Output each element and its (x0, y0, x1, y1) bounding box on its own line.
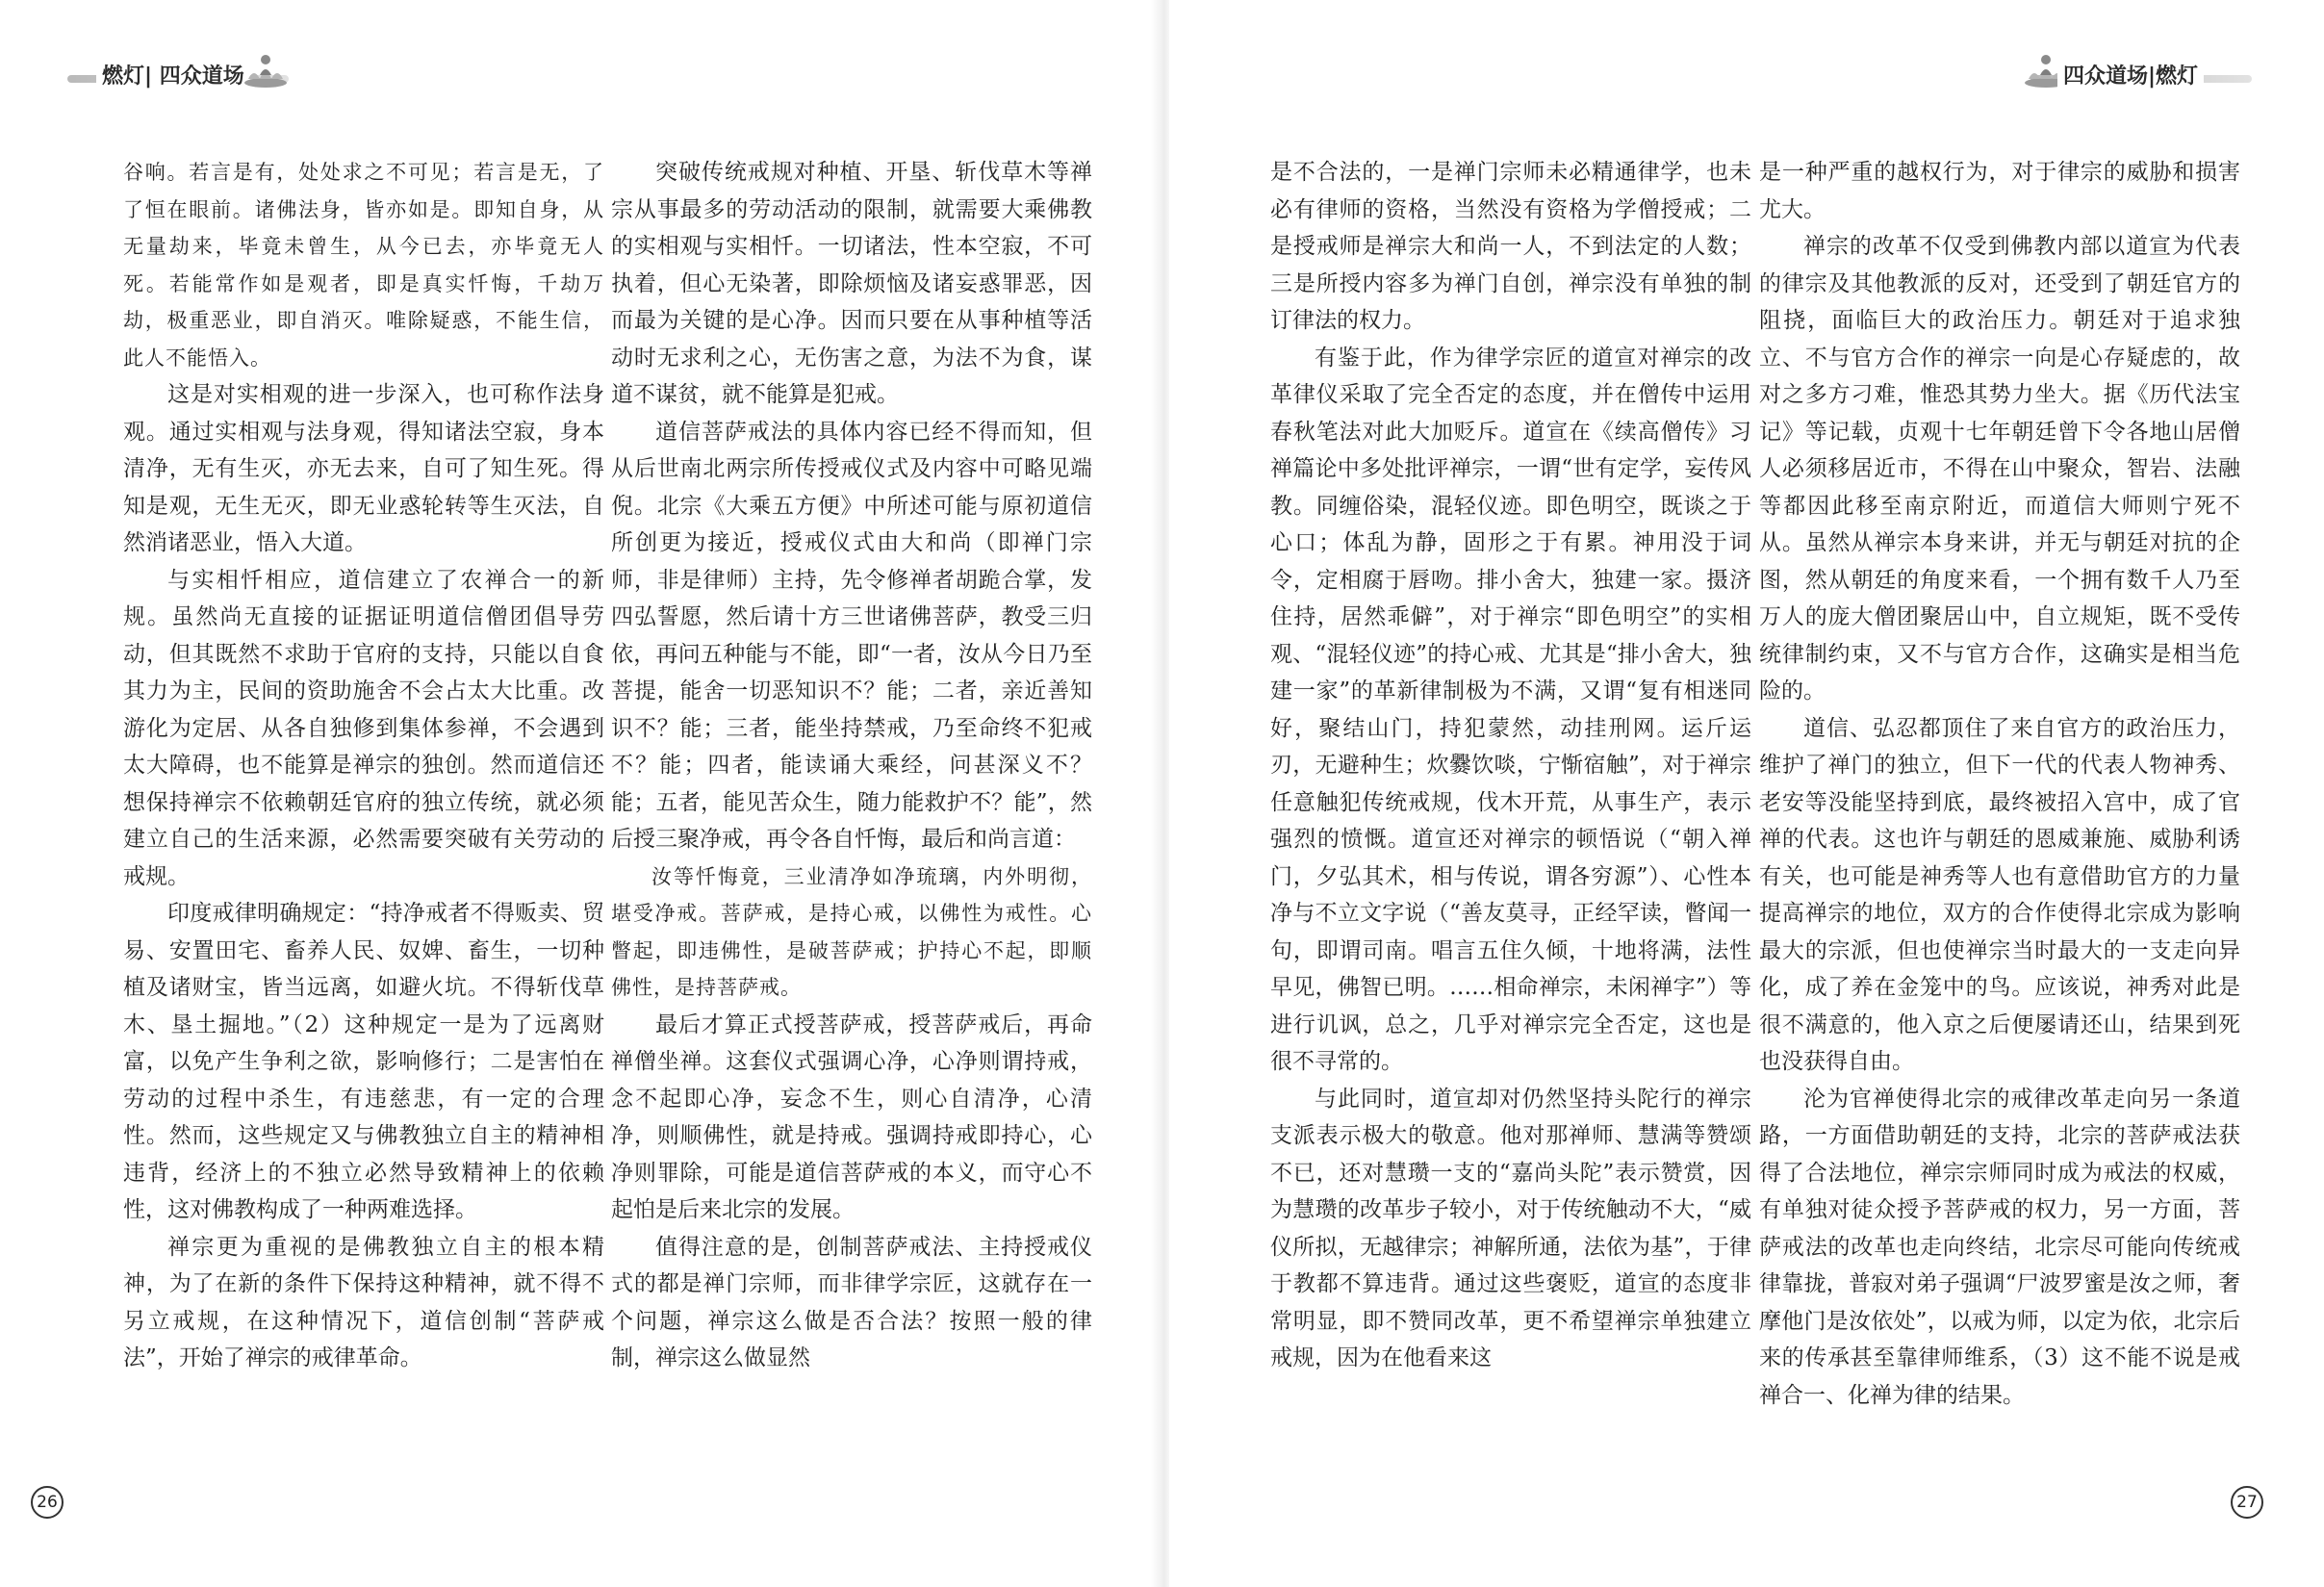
text-column-1 (123, 154, 604, 1377)
page-number: 27 (2231, 1486, 2263, 1519)
text-column-2 (611, 154, 1092, 1377)
body-paragraph: 道信菩萨戒法的具体内容已经不得而知，但从后世南北两宗所传授戒仪式及内容中可略见端倪。北宗《大乘五方便》中所述可能与原初道信所创更为接近，授戒仪式由大和尚（即禅门宗师，非是律师）主持，先令修禅者胡跪合掌，发四弘誓愿，然后请十方三世诸佛菩萨，教受三归依，再问五种能与不能，即“一者，汝从今日乃至菩提，能舍一切恶知识不？能；二者，亲近善知识不？能；三者，能坐持禁戒，乃至命终不犯戒不？能；四者，能读诵大乘经，问甚深义不？能；五者，能见苦众生，随力能救护不？能”，然后授三聚净戒，再令各自忏悔，最后和尚言道： (611, 419, 1092, 852)
quote-paragraph: 谷响。若言是有，处处求之不可见；若言是无，了了恒在眼前。诸佛法身，皆亦如是。即知自身，从无量劫来，毕竟未曾生，从今已去，亦毕竟无人死。若能常作如是观者，即是真实忏悔，千劫万劫，极重恶业，即自消灭。唯除疑惑，不能生信，此人不能悟入。 (123, 161, 604, 370)
body-paragraph: 禅宗更为重视的是佛教独立自主的根本精神，为了在新的条件下保持这种精神，就不得不另立戒规，在这种情况下，道信创制“菩萨戒法”，开始了禅宗的戒律革命。 (123, 1234, 604, 1370)
body-paragraph: 沦为官禅使得北宗的戒律改革走向另一条道路，一方面借助朝廷的支持，北宗的菩萨戒法获得了合法地位，禅宗宗师同时成为戒法的权威，有单独对徒众授予菩萨戒的权力，另一方面，菩萨戒法的改革也走向终结，北宗尽可能向传统戒律靠拢，普寂对弟子强调“尸波罗蜜是汝之师，奢摩他门是汝依处”，以戒为师，以定为依，北宗后来的传承甚至靠律师维系，（3）这不能不说是戒禅合一、化禅为律的结果。 (1759, 1086, 2240, 1408)
body-paragraph: 是不合法的，一是禅门宗师未必精通律学，也未必有律师的资格，当然没有资格为学僧授戒；二是授戒师是禅宗大和尚一人，不到法定的人数；三是所授内容多为禅门自创，禅宗没有单独的制订律法的权力。 (1270, 160, 1751, 333)
running-header-left (67, 56, 298, 94)
text-column-4 (1759, 154, 2240, 1414)
body-paragraph: 最后才算正式授菩萨戒，授菩萨戒后，再命禅僧坐禅。这套仪式强调心净，心净则谓持戒，念不起即心净，妄念不生，则心自清净，心清净，则顺佛性，就是持戒。强调持戒即持心，心净则罪除，可能是道信菩萨戒的本义，而守心不起怕是后来北宗的发展。 (611, 1011, 1092, 1222)
running-header-right (2021, 56, 2252, 94)
body-paragraph: 道信、弘忍都顶住了来自官方的政治压力，维护了禅门的独立，但下一代的代表人物神秀、老安等没能坚持到底，最终被招入宫中，成了官禅的代表。这也许与朝廷的恩威兼施、威胁利诱有关，也可能是神秀等人也有意借助官方的力量提高禅宗的地位，双方的合作使得北宗成为影响最大的宗派，但也使禅宗当时最大的一支走向异化，成了养在金笼中的鸟。应该说，神秀对此是很不满意的，他入京之后便屡请还山，结果到死也没获得自由。 (1759, 715, 2240, 1074)
quote-paragraph: 汝等忏悔竟，三业清净如净琉璃，内外明彻，堪受净戒。菩萨戒，是持心戒，以佛性为戒性。心瞥起，即违佛性，是破菩萨戒；护持心不起，即顺佛性，是持菩萨戒。 (611, 864, 1092, 999)
body-paragraph: 是一种严重的越权行为，对于律宗的威胁和损害尤大。 (1759, 160, 2240, 222)
body-paragraph: 与实相忏相应，道信建立了农禅合一的新规。虽然尚无直接的证据证明道信僧团倡导劳动，但其既然不求助于官府的支持，只能以自食其力为主，民间的资助施舍不会占太大比重。改游化为定居、从各自独修到集体参禅，不会遇到太大障碍，也不能算是禅宗的独创。然而道信还想保持禅宗不依赖朝廷官府的独立传统，就必须建立自己的生活来源，必然需要突破有关劳动的戒规。 (123, 567, 604, 889)
header-title: 燃灯| 四众道场 (96, 60, 250, 90)
left-page (0, 0, 1155, 1587)
body-paragraph: 突破传统戒规对种植、开垦、斩伐草木等禅宗从事最多的劳动活动的限制，就需要大乘佛教的实相观与实相忏。一切诸法，性本空寂，不可执着，但心无染著，即除烦恼及诸妄惑罪恶，因而最为关键的是心净。因而只要在从事种植等活动时无求利之心，无伤害之意，为法不为食，谋道不谋贫，就不能算是犯戒。 (611, 160, 1092, 407)
body-paragraph: 禅宗的改革不仅受到佛教内部以道宣为代表的律宗及其他教派的反对，还受到了朝廷官方的阻挠，面临巨大的政治压力。朝廷对于追求独立、不与官方合作的禅宗一向是心存疑虑的，故对之多方刁难，惟恐其势力坐大。据《历代法宝记》等记载，贞观十七年朝廷曾下令各地山居僧人必须移居近市，不得在山中聚众，智岩、法融等都因此移至南京附近，而道信大师则宁死不从。虽然从禅宗本身来讲，并无与朝廷对抗的企图，然从朝廷的角度来看，一个拥有数千人乃至万人的庞大僧团聚居山中，自立规矩，既不受传统律制约束，又不与官方合作，这确实是相当危险的。 (1759, 234, 2240, 704)
header-title: 四众道场|燃灯 (2057, 60, 2204, 90)
body-paragraph: 值得注意的是，创制菩萨戒法、主持授戒仪式的都是禅门宗师，而非律学宗匠，这就存在一个问题，禅宗这么做是否合法？按照一般的律制，禅宗这么做显然 (611, 1234, 1092, 1370)
body-paragraph: 这是对实相观的进一步深入，也可称作法身观。通过实相观与法身观，得知诸法空寂，身本清净，无有生灭，亦无去来，自可了知生死。得知是观，无生无灭，即无业惑轮转等生灭法，自然消诸恶业，悟入大道。 (123, 382, 604, 555)
lotus-deity-icon (241, 50, 291, 89)
body-paragraph: 与此同时，道宣却对仍然坚持头陀行的禅宗支派表示极大的敬意。他对那禅师、慧满等赞颂不已，还对慧瓒一支的“嘉尚头陀”表示赞赏，因为慧瓒的改革步子较小，对于传统触动不大，“威仪所拟，无越律宗；神解所通，法依为基”，于律于教都不算违背。通过这些褒贬，道宣的态度非常明显，即不赞同改革，更不希望禅宗单独建立戒规，因为在他看来这 (1270, 1086, 1751, 1370)
text-column-3 (1270, 154, 1751, 1377)
body-paragraph: 印度戒律明确规定：“持净戒者不得贩卖、贸易、安置田宅、畜养人民、奴婢、畜生，一切种植及诸财宝，皆当远离，如避火坑。不得斩伐草木、垦土掘地。”（2）这种规定一是为了远离财富，以免产生争利之欲，影响修行；二是害怕在劳动的过程中杀生，有违慈悲，有一定的合理性。然而，这些规定又与佛教独立自主的精神相违背，经济上的不独立必然导致精神上的依赖性，这对佛教构成了一种两难选择。 (123, 901, 604, 1222)
body-paragraph: 有鉴于此，作为律学宗匠的道宣对禅宗的改革律仪采取了完全否定的态度，并在僧传中运用春秋笔法对此大加贬斥。道宣在《续高僧传》习禅篇论中多处批评禅宗，一谓“世有定学，妄传风教。同缠俗染，混轻仪迹。即色明空，既谈之于心口；体乱为静，固形之于有累。神用没于词令，定相腐于唇吻。排小舍大，独建一家。摄济住持，居然乖僻”，对于禅宗“即色明空”的实相观、“混轻仪迹”的持心戒、尤其是“排小舍大，独建一家”的革新律制极为不满，又谓“复有相迷同好，聚结山门，持犯蒙然，动挂刑网。运斤运刃，无避种生；炊爨饮啖，宁惭宿触”，对于禅宗任意触犯传统戒规，伐木开荒，从事生产，表示强烈的愤慨。道宣还对禅宗的顿悟说（“朝入禅门，夕弘其术，相与传说，谓各穷源”）、心性本净与不立文字说（“善友莫寻，正经罕读，瞥闻一句，即谓司南。唱言五住久倾，十地将满，法性早见，佛智已明。……相命禅宗，未闲禅字”）等进行讥讽，总之，几乎对禅宗完全否定，这也是很不寻常的。 (1270, 345, 1751, 1074)
page-number: 26 (31, 1486, 64, 1519)
